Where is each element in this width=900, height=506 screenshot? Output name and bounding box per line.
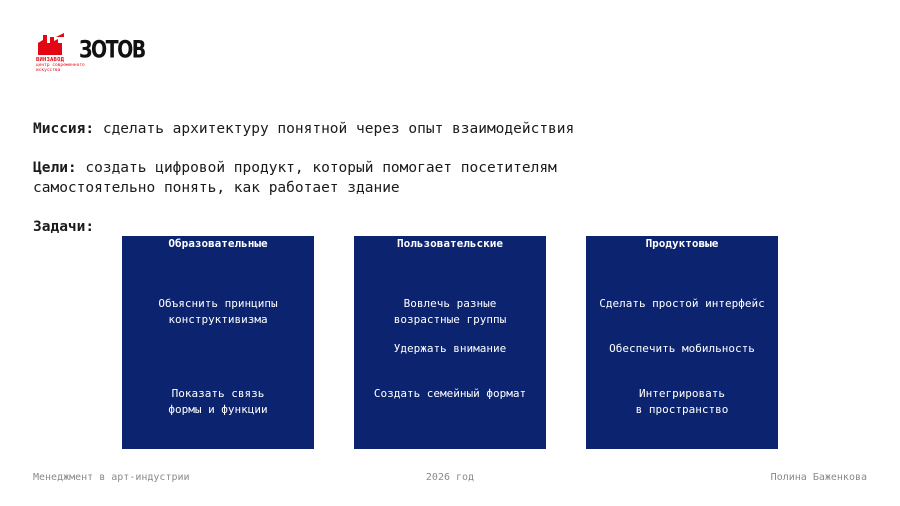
- task-card-educational: [122, 236, 314, 449]
- footer-year: 2026 год: [425, 472, 475, 483]
- card-item: [586, 341, 778, 357]
- card-item: [354, 386, 546, 402]
- task-card-user: [354, 236, 546, 449]
- card-item-line: Сделать простой интерфейс: [599, 297, 765, 310]
- goals-text-1: создать цифровой продукт, который помогает посетителям: [76, 160, 557, 176]
- card-item-line: Обеспечить мобильность: [609, 342, 755, 355]
- footer-author: Полина Баженкова: [770, 472, 867, 483]
- card-item-line: Вовлечь разные: [403, 297, 497, 310]
- card-item: [586, 296, 778, 312]
- mission-line: [33, 118, 574, 140]
- footer-course: Менеджмент в арт-индустрии: [33, 472, 190, 483]
- mission-text: сделать архитектуру понятной через опыт взаимодействия: [94, 121, 575, 137]
- card-item-line: конструктивизма: [168, 313, 268, 326]
- card-item-line: Создать семейный формат: [373, 387, 527, 400]
- card-item: [354, 341, 546, 357]
- zotov-logo: ЗОТОВ: [79, 36, 145, 64]
- mission-label: Миссия:: [33, 121, 95, 137]
- card-item-line: формы и функции: [168, 403, 268, 416]
- card-item-line: возрастные группы: [393, 313, 507, 326]
- card-item-line: в пространство: [635, 403, 729, 416]
- card-item: [354, 296, 546, 328]
- card-item: [586, 386, 778, 418]
- card-title: Образовательные: [168, 237, 268, 250]
- card-item: [122, 296, 314, 328]
- task-card-product: [586, 236, 778, 449]
- card-item: [122, 386, 314, 418]
- goals-label: Цели:: [33, 160, 77, 176]
- card-item-line: Объяснить принципы: [158, 297, 278, 310]
- tasks-label: Задачи:: [33, 219, 95, 235]
- card-title: Продуктовые: [645, 237, 719, 250]
- vinzavod-subtitle: центр современного искусства: [36, 63, 85, 73]
- goals-line-1: [33, 157, 557, 179]
- card-item-line: Удержать внимание: [393, 342, 507, 355]
- goals-line-2: самостоятельно понять, как работает здание: [33, 180, 400, 196]
- card-item-line: Интегрировать: [638, 387, 726, 400]
- tasks-heading: [33, 216, 94, 238]
- card-title: Пользовательские: [397, 237, 503, 250]
- card-item-line: Показать связь: [171, 387, 265, 400]
- vinzavod-name: ВИНЗАВОД: [36, 57, 65, 63]
- factory-icon: [36, 33, 66, 57]
